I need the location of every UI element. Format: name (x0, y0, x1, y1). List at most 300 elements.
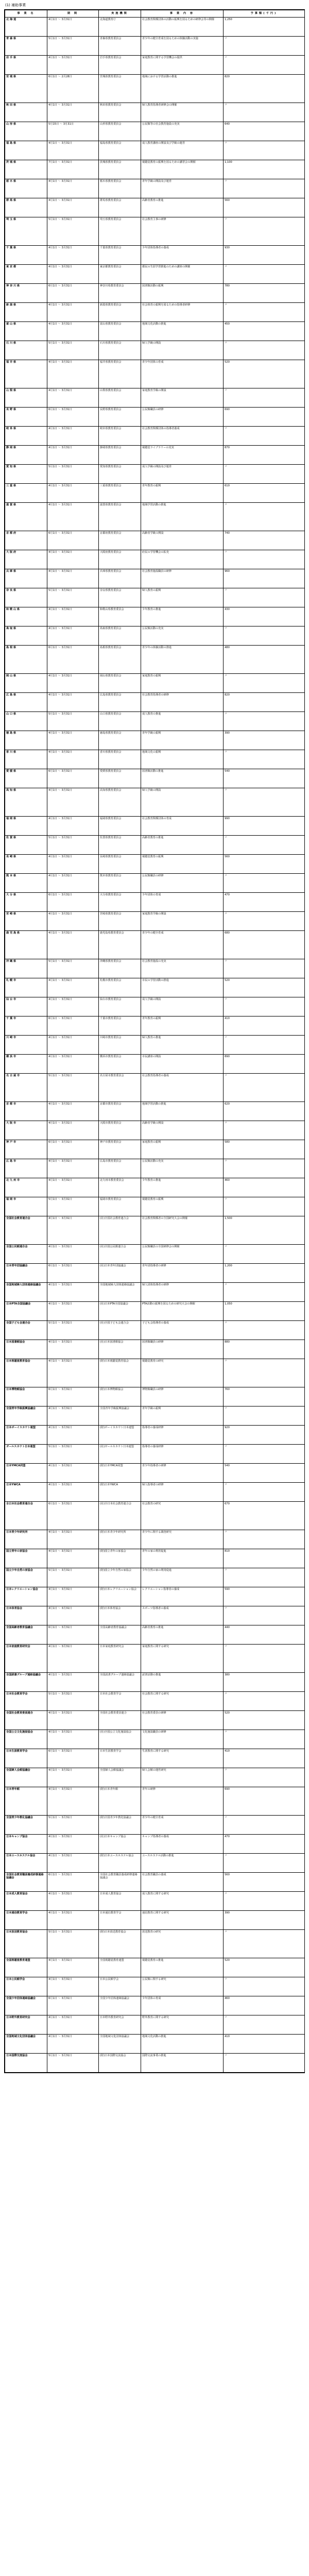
cell-period: 4月1日 〜 3月31日 (47, 607, 99, 626)
cell-period: 4月1日 〜 3月31日 (47, 912, 99, 931)
cell-period: 4月1日 〜 3月31日 (47, 1768, 99, 1787)
cell-project-name: 全国視聴覚教育連盟 (5, 1958, 47, 1977)
table-row (5, 1264, 305, 1283)
cell-period: 4月1日 〜 3月31日 (47, 1730, 99, 1749)
table-row (5, 503, 305, 531)
cell-period: 4月1日 〜 3月31日 (47, 1854, 99, 1873)
table-row (5, 931, 305, 959)
cell-period: 6月1日 〜 3月31日 (47, 1387, 99, 1406)
cell-budget: 410 (224, 1749, 305, 1768)
cell-project-name: 奈 良 県 (5, 588, 47, 607)
cell-organization: 富山県教育委員会 (99, 322, 141, 341)
cell-period: 4月1日 〜 3月31日 (47, 1645, 99, 1673)
table-row (5, 1445, 305, 1464)
table-row (5, 1197, 305, 1216)
cell-period: 5月1日 〜 3月31日 (47, 836, 99, 855)
cell-content: 社会体育の振興を図るための指導者研修 (141, 303, 224, 322)
cell-project-name: 茨 城 県 (5, 160, 47, 179)
cell-project-name: 千 葉 市 (5, 1016, 47, 1036)
table-row (5, 1464, 305, 1483)
cell-content: 少年団体の育成 (141, 1996, 224, 2015)
cell-content: 地域における学習活動の推進 (141, 75, 224, 103)
cell-organization: 横浜市教育委員会 (99, 1055, 141, 1074)
cell-project-name: 日本家庭教育研究会 (5, 1645, 47, 1673)
header-period: 期 間 (47, 10, 99, 18)
cell-content: 高齢者学級の開設 (141, 531, 224, 550)
table-row (5, 1216, 305, 1245)
cell-period: 5月1日 〜 3月31日 (47, 465, 99, 484)
cell-project-name: 山 口 県 (5, 712, 47, 731)
cell-organization: (財)国立青年の家協会 (99, 1549, 141, 1568)
cell-budget: 690 (224, 408, 305, 427)
cell-project-name: 全国社会教育委員連合 (5, 1711, 47, 1730)
cell-project-name: 札 幌 市 (5, 978, 47, 997)
table-row (5, 1483, 305, 1502)
cell-organization: (社)日本図書館協会 (99, 1340, 141, 1359)
table-row (5, 1140, 305, 1159)
cell-organization: 島根県教育委員会 (99, 646, 141, 674)
cell-project-name: 群 馬 県 (5, 198, 47, 217)
cell-organization: 全国地域文化団体協議会 (99, 2035, 141, 2054)
cell-project-name: 埼 玉 県 (5, 217, 47, 246)
table-row (5, 1977, 305, 1996)
table-row (5, 874, 305, 893)
cell-project-name: 長 野 県 (5, 408, 47, 427)
cell-organization: 福井県教育委員会 (99, 360, 141, 388)
cell-organization: 全国高齢者教育協議会 (99, 1625, 141, 1645)
cell-content: 成人学級の開設及び運営 (141, 465, 224, 484)
cell-content: 婦人教育指導者研修会の開催 (141, 103, 224, 122)
cell-project-name: 仙 台 市 (5, 997, 47, 1016)
cell-budget: 〃 (224, 1121, 305, 1140)
table-row (5, 360, 305, 388)
cell-content: 野外教育に関する研究 (141, 2015, 224, 2035)
cell-project-name: 和 歌 山 県 (5, 607, 47, 626)
table-row (5, 122, 305, 141)
cell-project-name: 日本博物館協会 (5, 1387, 47, 1406)
cell-content: 成人教育に関する研究 (141, 1892, 224, 1911)
cell-period: 5月1日 〜 3月31日 (47, 1692, 99, 1711)
cell-budget: 990 (224, 817, 305, 836)
table-row (5, 1711, 305, 1730)
cell-project-name: 全日本社会教育連合会 (5, 1502, 47, 1530)
cell-period: 4月1日 〜 3月31日 (47, 1283, 99, 1302)
cell-organization: 福岡県教育委員会 (99, 817, 141, 836)
table-row (5, 550, 305, 569)
table-row (5, 341, 305, 360)
table-row (5, 1359, 305, 1387)
cell-content: 成人教育講座の開設及び学級の運営 (141, 141, 224, 160)
cell-period: 4月1日 〜 3月31日 (47, 1892, 99, 1911)
cell-content: 家庭教育の振興 (141, 1140, 224, 1159)
cell-organization: (財)日本青少年研究所 (99, 1530, 141, 1549)
cell-budget: 〃 (224, 1892, 305, 1911)
table-row (5, 912, 305, 931)
table-row (5, 1245, 305, 1264)
cell-project-name: 熊 本 県 (5, 874, 47, 893)
subsidy-table-frame (4, 9, 305, 2073)
table-row (5, 1587, 305, 1606)
cell-organization: 新潟県教育委員会 (99, 303, 141, 322)
table-row (5, 1302, 305, 1321)
cell-period: 4月1日 〜 3月31日 (47, 1549, 99, 1568)
cell-content: 図書館活動の振興 (141, 284, 224, 303)
cell-content: 公民館に関する研究 (141, 1977, 224, 1996)
cell-budget: 〃 (224, 1606, 305, 1625)
cell-project-name: 大 分 県 (5, 893, 47, 912)
cell-period: 4月1日 〜 3月31日 (47, 1958, 99, 1977)
cell-content: 市民の学習活動の推進 (141, 978, 224, 997)
table-row (5, 1835, 305, 1854)
cell-content: 成人教育の推進 (141, 712, 224, 731)
cell-project-name: 日本通信教育学会 (5, 1911, 47, 1930)
cell-organization: (社)日本キャンプ協会 (99, 1835, 141, 1854)
cell-organization: (財)日本ユースホステル協会 (99, 1854, 141, 1873)
cell-project-name: 全国青年学級振興協議会 (5, 1406, 47, 1426)
table-row (5, 465, 305, 484)
cell-organization: 奈良県教育委員会 (99, 588, 141, 607)
cell-organization: 全国地域婦人団体連絡協議会 (99, 1283, 141, 1302)
cell-period: 4月1日 〜 3月31日 (47, 1102, 99, 1121)
table-row (5, 1749, 305, 1768)
cell-period: 5月1日 〜 3月31日 (47, 712, 99, 731)
cell-project-name: 広 島 市 (5, 1159, 47, 1178)
cell-content: 公民館職員の研修 (141, 408, 224, 427)
cell-period: 6月1日 〜 3月31日 (47, 893, 99, 912)
cell-budget: 520 (224, 1958, 305, 1977)
cell-budget: 920 (224, 1426, 305, 1445)
cell-content: 家庭教育に関する学習機会の提供 (141, 56, 224, 75)
cell-budget: 〃 (224, 1692, 305, 1711)
table-row (5, 1321, 305, 1340)
cell-project-name: 福 岡 県 (5, 817, 47, 836)
cell-project-name: 鹿 児 島 県 (5, 931, 47, 959)
cell-project-name: 全国公立文化施設協会 (5, 1730, 47, 1749)
cell-content: 青少年の健全育成を図るための体験活動の実施 (141, 37, 224, 56)
cell-period: 4月1日 〜 3月31日 (47, 569, 99, 588)
cell-content: 社会教育主事の研修 (141, 217, 224, 246)
cell-content: 家庭教育の振興 (141, 674, 224, 693)
cell-period: 4月1日 〜 3月31日 (47, 503, 99, 531)
cell-organization: 岐阜県教育委員会 (99, 427, 141, 446)
cell-organization: (社)ガールスカウト日本連盟 (99, 1445, 141, 1464)
cell-content: 視聴覚教育の振興 (141, 1197, 224, 1216)
cell-project-name: 神 奈 川 県 (5, 284, 47, 303)
cell-organization: 徳島県教育委員会 (99, 731, 141, 750)
cell-project-name: 北 海 道 (5, 18, 47, 37)
cell-organization: 石川県教育委員会 (99, 341, 141, 360)
cell-content: 都民の生涯学習推進のための講座の開催 (141, 265, 224, 284)
cell-budget: 〃 (224, 179, 305, 198)
cell-project-name: 三 重 県 (5, 484, 47, 503)
table-row (5, 1768, 305, 1787)
cell-period: 4月1日 〜 3月31日 (47, 1359, 99, 1387)
cell-content: PTA活動の振興を図るための研究大会の開催 (141, 1302, 224, 1321)
cell-organization: (社)全日本社会教育連合会 (99, 1502, 141, 1530)
table-row (5, 1787, 305, 1816)
cell-project-name: 大 阪 府 (5, 550, 47, 569)
cell-budget: 〃 (224, 674, 305, 693)
cell-project-name: 日本青年団協議会 (5, 1264, 47, 1283)
cell-organization: 大阪市教育委員会 (99, 1121, 141, 1140)
cell-project-name: 京 都 府 (5, 531, 47, 550)
table-row (5, 1625, 305, 1645)
cell-budget: 〃 (224, 1530, 305, 1549)
cell-content: 地域文化活動の推進 (141, 2035, 224, 2054)
table-row (5, 160, 305, 179)
table-row (5, 1055, 305, 1074)
cell-organization: 北九州市教育委員会 (99, 1178, 141, 1197)
cell-project-name: 長 崎 県 (5, 855, 47, 874)
cell-project-name: 静 岡 県 (5, 446, 47, 465)
cell-content: 青年学級の振興 (141, 1406, 224, 1426)
cell-period: 5月1日 〜 3月31日 (47, 1445, 99, 1464)
cell-project-name: 横 浜 市 (5, 1055, 47, 1074)
cell-project-name: 滋 賀 県 (5, 503, 47, 531)
cell-content: 視聴覚教育の振興 (141, 855, 224, 874)
cell-organization: (財)国立少年自然の家協会 (99, 1568, 141, 1587)
cell-organization: 千葉市教育委員会 (99, 1016, 141, 1036)
cell-project-name: 全国社会教育職員養成研修連絡協議会 (5, 1873, 47, 1892)
cell-organization: 埼玉県教育委員会 (99, 217, 141, 246)
cell-organization: 全国婦人会館協議会 (99, 1768, 141, 1787)
cell-organization: 東京都教育委員会 (99, 265, 141, 284)
cell-budget: 〃 (224, 712, 305, 731)
cell-budget: 620 (224, 1102, 305, 1121)
cell-budget: 〃 (224, 2015, 305, 2035)
table-row (5, 2054, 305, 2073)
cell-content: 少年自然の家の利用促進 (141, 1568, 224, 1587)
cell-period: 4月1日 〜 3月31日 (47, 427, 99, 446)
cell-period: 6月1日 〜 3月31日 (47, 1016, 99, 1036)
cell-project-name: 全国少年団体連絡協議会 (5, 1996, 47, 2015)
cell-period: 4月1日 〜 3月31日 (47, 731, 99, 750)
cell-content: 青年学級の開設及び運営 (141, 179, 224, 198)
cell-organization: 神戸市教育委員会 (99, 1140, 141, 1159)
cell-project-name: 宮 城 県 (5, 75, 47, 103)
cell-content: 家庭教育に関する研究 (141, 1645, 224, 1673)
cell-budget: 〃 (224, 1321, 305, 1340)
cell-budget: 1,500 (224, 1216, 305, 1245)
cell-project-name: 全国社会教育連合会 (5, 1216, 47, 1245)
cell-period: 5月1日 〜 3月31日 (47, 37, 99, 56)
cell-period: 6月1日 〜 3月31日 (47, 1502, 99, 1530)
cell-project-name: 兵 庫 県 (5, 569, 47, 588)
cell-budget: 470 (224, 893, 305, 912)
cell-budget: 930 (224, 246, 305, 265)
cell-period: 4月1日 〜 3月31日 (47, 1036, 99, 1055)
cell-budget: 〃 (224, 427, 305, 446)
cell-project-name: 岩 手 県 (5, 56, 47, 75)
cell-organization: 愛知県教育委員会 (99, 465, 141, 484)
cell-project-name: 宮 崎 県 (5, 912, 47, 931)
cell-content: 青少年の健全育成 (141, 1816, 224, 1835)
cell-organization: (財)全国青少年教化協議会 (99, 1816, 141, 1835)
cell-budget: 880 (224, 1340, 305, 1359)
cell-budget: 〃 (224, 1816, 305, 1835)
cell-content: 公民館等の社会教育施設の充実 (141, 122, 224, 141)
table-row (5, 1121, 305, 1140)
table-row (5, 18, 305, 37)
table-row (5, 588, 305, 607)
cell-project-name: 日本放送教育協会 (5, 1930, 47, 1958)
cell-project-name: 日本YMCA同盟 (5, 1464, 47, 1483)
cell-organization: 全国少年団体連絡協議会 (99, 1996, 141, 2015)
table-row (5, 626, 305, 646)
table-row (5, 712, 305, 731)
cell-period: 4月1日 〜 3月31日 (47, 931, 99, 959)
cell-organization: (財)日本視聴覚教育協会 (99, 1359, 141, 1387)
cell-organization: 岡山県教育委員会 (99, 674, 141, 693)
cell-organization: 京都市教育委員会 (99, 1102, 141, 1121)
table-row (5, 1102, 305, 1121)
cell-project-name: 鳥 取 県 (5, 626, 47, 646)
cell-organization: (財)日本レクリエーション協会 (99, 1587, 141, 1606)
cell-budget: 440 (224, 1625, 305, 1645)
cell-period: 4月1日 〜 3月31日 (47, 1673, 99, 1692)
cell-content: 社会教育委員の研修 (141, 1711, 224, 1730)
cell-content: 社会教育職員の養成 (141, 1873, 224, 1892)
cell-budget: 590 (224, 1587, 305, 1606)
cell-organization: 佐賀県教育委員会 (99, 836, 141, 855)
cell-period: 5月15日 〜 3月31日 (47, 122, 99, 141)
cell-budget: 780 (224, 284, 305, 303)
cell-period: 4月1日 〜 3月31日 (47, 1121, 99, 1140)
table-row (5, 1645, 305, 1673)
cell-content: 図書館職員の研修 (141, 1340, 224, 1359)
cell-project-name: 高 知 県 (5, 788, 47, 817)
table-row (5, 179, 305, 198)
cell-budget: 〃 (224, 141, 305, 160)
cell-organization: 高知県教育委員会 (99, 788, 141, 817)
cell-project-name: 秋 田 県 (5, 103, 47, 122)
table-row (5, 1016, 305, 1036)
table-row (5, 198, 305, 217)
cell-organization: 日本家庭教育研究会 (99, 1645, 141, 1673)
table-row (5, 855, 305, 874)
subsidy-table (5, 10, 305, 2073)
cell-project-name: 日本社会教育学会 (5, 1692, 47, 1711)
table-row (5, 997, 305, 1016)
cell-organization: 三重県教育委員会 (99, 484, 141, 503)
cell-organization: 日本公民館学会 (99, 1977, 141, 1996)
cell-budget: 390 (224, 1911, 305, 1930)
cell-content: 地域学習活動の推進 (141, 1102, 224, 1121)
table-row (5, 1406, 305, 1426)
table-row (5, 1673, 305, 1692)
cell-organization: 全国社会教育委員連合 (99, 1711, 141, 1730)
cell-project-name: 日本ボーイスカウト連盟 (5, 1426, 47, 1445)
cell-period: 4月1日 〜 3月31日 (47, 1340, 99, 1359)
cell-budget: 560 (224, 198, 305, 217)
cell-content: 青年団指導者の研修 (141, 1264, 224, 1283)
cell-period: 5月1日 〜 3月31日 (47, 1197, 99, 1216)
cell-content: ユースホステル活動の推進 (141, 1854, 224, 1873)
cell-project-name: 日本体育協会 (5, 1606, 47, 1625)
cell-budget: 〃 (224, 1483, 305, 1502)
cell-project-name: 新 潟 県 (5, 303, 47, 322)
cell-content: 青年の家の利用促進 (141, 1549, 224, 1568)
cell-project-name: 福 島 県 (5, 141, 47, 160)
table-row (5, 265, 305, 284)
table-row (5, 1930, 305, 1958)
cell-content: 青少年に関する調査研究 (141, 1530, 224, 1549)
cell-budget: 480 (224, 646, 305, 674)
cell-budget: 〃 (224, 2054, 305, 2073)
cell-organization: 日本野外教育研究会 (99, 2015, 141, 2035)
cell-organization: (社)全国子ども会連合会 (99, 1321, 141, 1340)
cell-content: 通信教育に関する研究 (141, 1911, 224, 1930)
cell-organization: 広島県教育委員会 (99, 693, 141, 712)
header-project-name: 事 業 名 (5, 10, 47, 18)
cell-budget: 820 (224, 75, 305, 103)
cell-period: 4月1日 〜 3月31日 (47, 246, 99, 265)
cell-content: 指導者の養成研修 (141, 1426, 224, 1445)
cell-project-name: 沖 縄 県 (5, 959, 47, 978)
cell-period: 4月1日 〜 3月31日 (47, 141, 99, 160)
cell-organization: 滋賀県教育委員会 (99, 503, 141, 531)
cell-period: 6月1日 〜 3月31日 (47, 1140, 99, 1159)
cell-period: 4月1日 〜 3月31日 (47, 674, 99, 693)
cell-project-name: 岡 山 県 (5, 674, 47, 693)
cell-content: 読書活動の推進 (141, 1673, 224, 1692)
cell-content: 婦人学級の開設 (141, 788, 224, 817)
cell-budget: 560 (224, 1873, 305, 1892)
cell-organization: 栃木県教育委員会 (99, 179, 141, 198)
cell-organization: 日本社会教育学会 (99, 1692, 141, 1711)
cell-project-name: 全国読書グループ連絡協議会 (5, 1673, 47, 1692)
cell-organization: (社)全国公民館連合会 (99, 1245, 141, 1264)
cell-project-name: 全国地域婦人団体連絡協議会 (5, 1283, 47, 1302)
cell-budget: 〃 (224, 303, 305, 322)
table-row (5, 1159, 305, 1178)
cell-content: 公民館活動の充実 (141, 626, 224, 646)
cell-project-name: 全国青少年教化協議会 (5, 1816, 47, 1835)
cell-period: 5月1日 〜 3月31日 (47, 1074, 99, 1102)
cell-project-name: 島 根 県 (5, 646, 47, 674)
table-row (5, 408, 305, 427)
cell-organization: 大阪府教育委員会 (99, 550, 141, 569)
cell-content: キャンプ指導者の養成 (141, 1835, 224, 1854)
table-row (5, 446, 305, 465)
table-row (5, 674, 305, 693)
cell-project-name: 日本レクリエーション協会 (5, 1587, 47, 1606)
table-row (5, 1996, 305, 2015)
cell-period: 4月1日 〜 3月31日 (47, 1530, 99, 1549)
cell-organization: 兵庫県教育委員会 (99, 569, 141, 588)
table-row (5, 37, 305, 56)
cell-content: 社会教育施設職員の研修 (141, 569, 224, 588)
cell-content: 高齢者学級の開設 (141, 1121, 224, 1140)
cell-content: 青少年団体の育成 (141, 360, 224, 388)
cell-period: 7月1日 〜 3月31日 (47, 160, 99, 179)
table-row (5, 217, 305, 246)
cell-budget: 430 (224, 607, 305, 626)
cell-budget: 820 (224, 693, 305, 712)
cell-period: 6月1日 〜 3月31日 (47, 1996, 99, 2015)
cell-content: 視聴覚ライブラリーの充実 (141, 446, 224, 465)
cell-period: 4月1日 〜 3月31日 (47, 1606, 99, 1625)
cell-period: 4月1日 〜 3月31日 (47, 2035, 99, 2054)
cell-budget: 410 (224, 2035, 305, 2054)
cell-content: 社会教育関係団体の指導者養成 (141, 427, 224, 446)
cell-content: 生涯教育に関する研究 (141, 1749, 224, 1768)
cell-project-name: 東 京 都 (5, 265, 47, 284)
cell-period: 4月1日 〜 3月31日 (47, 693, 99, 712)
cell-project-name: 徳 島 県 (5, 731, 47, 750)
cell-period: 4月1日 〜 3月31日 (47, 874, 99, 893)
cell-budget: 380 (224, 1673, 305, 1692)
